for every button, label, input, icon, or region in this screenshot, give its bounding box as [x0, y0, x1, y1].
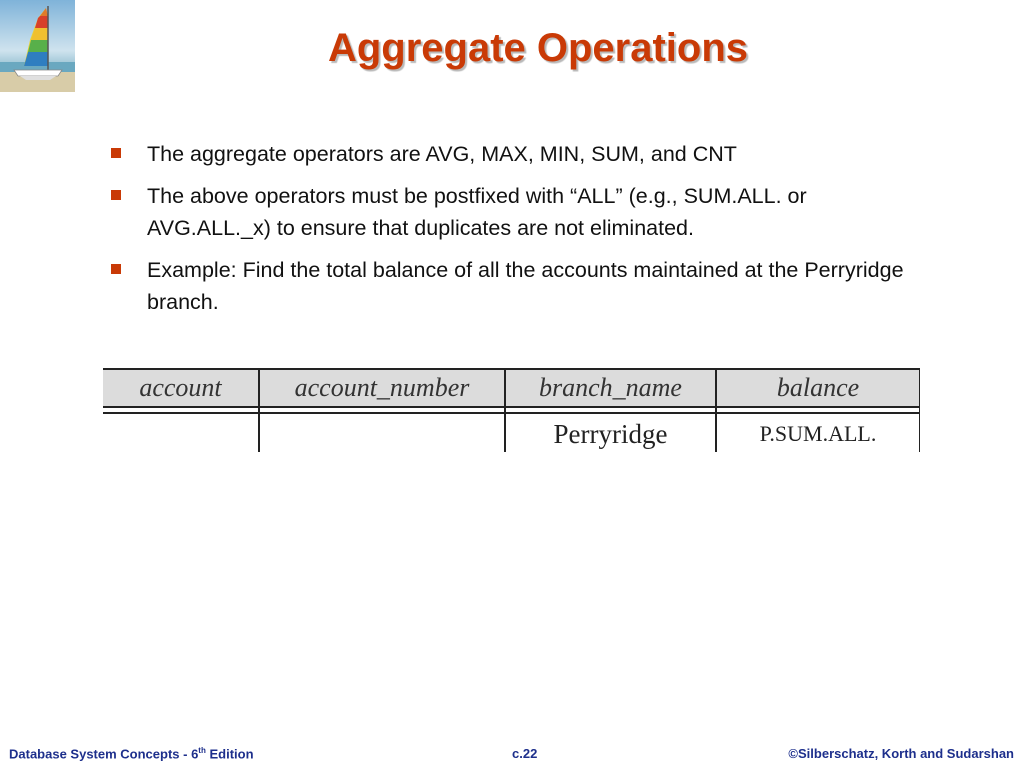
bullet-item — [109, 138, 909, 170]
cell-account-number — [259, 414, 505, 452]
qbe-skeleton-table — [103, 368, 920, 452]
square-bullet-icon — [111, 264, 121, 274]
footer-copyright: ©Silberschatz, Korth and Sudarshan — [788, 746, 1014, 761]
footer-book-title-suffix: Edition — [205, 746, 254, 762]
bullet-text: Example: Find the total balance of all the accounts maintained at the Perryridge branch. — [147, 258, 904, 314]
table-header-row — [103, 369, 920, 407]
slide-footer — [0, 746, 1024, 764]
footer-slide-number: c.22 — [512, 746, 538, 761]
bullet-item — [109, 180, 909, 244]
column-header-account: account — [103, 369, 259, 407]
slide-title: Aggregate Operations — [327, 26, 749, 70]
square-bullet-icon — [111, 190, 121, 200]
column-header-branch-name: branch_name — [505, 369, 716, 407]
cell-branch-name: Perryridge — [505, 414, 716, 452]
footer-book-title — [9, 746, 254, 761]
footer-book-title-text: Database System Concepts - 6 — [9, 746, 199, 762]
bullet-text: The aggregate operators are AVG, MAX, MIN, SUM, and CNT — [147, 142, 737, 166]
footer-book-title-sup: th — [198, 746, 206, 755]
bullet-item — [109, 254, 909, 318]
cell-account — [103, 414, 259, 452]
column-header-account-number: account_number — [259, 369, 505, 407]
cell-balance: P.SUM.ALL. — [716, 414, 920, 452]
table-row — [103, 414, 920, 452]
bullet-text: The above operators must be postfixed with “ALL” (e.g., SUM.ALL. or AVG.ALL._x) to ensure that duplicates are not eliminated. — [147, 184, 807, 240]
bullet-list — [109, 138, 909, 328]
column-header-balance: balance — [716, 369, 920, 407]
square-bullet-icon — [111, 148, 121, 158]
